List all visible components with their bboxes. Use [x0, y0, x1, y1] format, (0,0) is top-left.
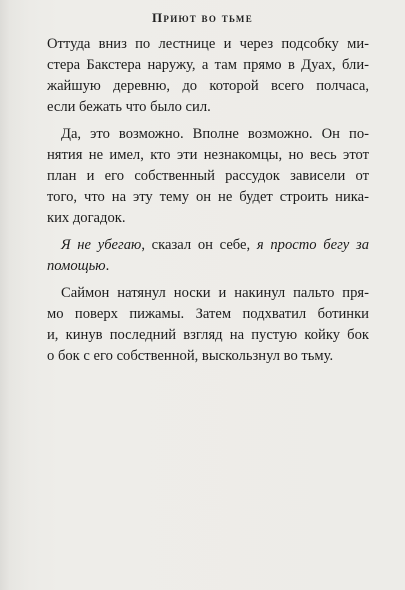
text-line — [47, 235, 369, 256]
paragraph-3 — [47, 235, 369, 277]
text-line: того, что на эту тему он не будет строить ника- — [47, 189, 369, 205]
text-line: жайшую деревню, до которой всего полчаса, — [47, 78, 369, 94]
text-line: ких догадок. — [47, 210, 126, 226]
running-header: Приют во тьме — [151, 10, 254, 25]
paragraph-4 — [47, 283, 369, 367]
punctuation: . — [105, 258, 110, 274]
paragraph-2 — [47, 124, 369, 229]
text-line: если бежать что было сил. — [47, 99, 211, 115]
text-line: стера Бакстера наружу, а там прямо в Дуах, бли- — [47, 57, 369, 73]
text-line: Саймон натянул носки и накинул пальто пря- — [61, 285, 369, 301]
paragraph-1 — [47, 34, 369, 118]
text-line: нятия не имел, кто эти незнакомцы, но весь этот — [47, 147, 369, 163]
narration: , сказал он себе, — [141, 237, 257, 253]
italic-thought: Я не убегаю — [61, 237, 142, 253]
text-line: и, кинув последний взгляд на пустую койку бок — [47, 327, 369, 343]
italic-thought: я просто бегу за — [256, 237, 369, 253]
text-line: Да, это возможно. Вполне возможно. Он по- — [61, 126, 369, 142]
text-line — [47, 256, 369, 277]
text-line: о бок с его собственной, выскользнул во тьму. — [47, 348, 334, 364]
text-line: мо поверх пижамы. Затем подхватил ботинки — [47, 306, 369, 322]
italic-thought: помощью — [47, 258, 106, 274]
body-text — [47, 34, 369, 373]
text-line: Оттуда вниз по лестнице и через подсобку ми- — [47, 36, 369, 52]
text-line: план и его собственный рассудок зависели от — [47, 168, 369, 184]
